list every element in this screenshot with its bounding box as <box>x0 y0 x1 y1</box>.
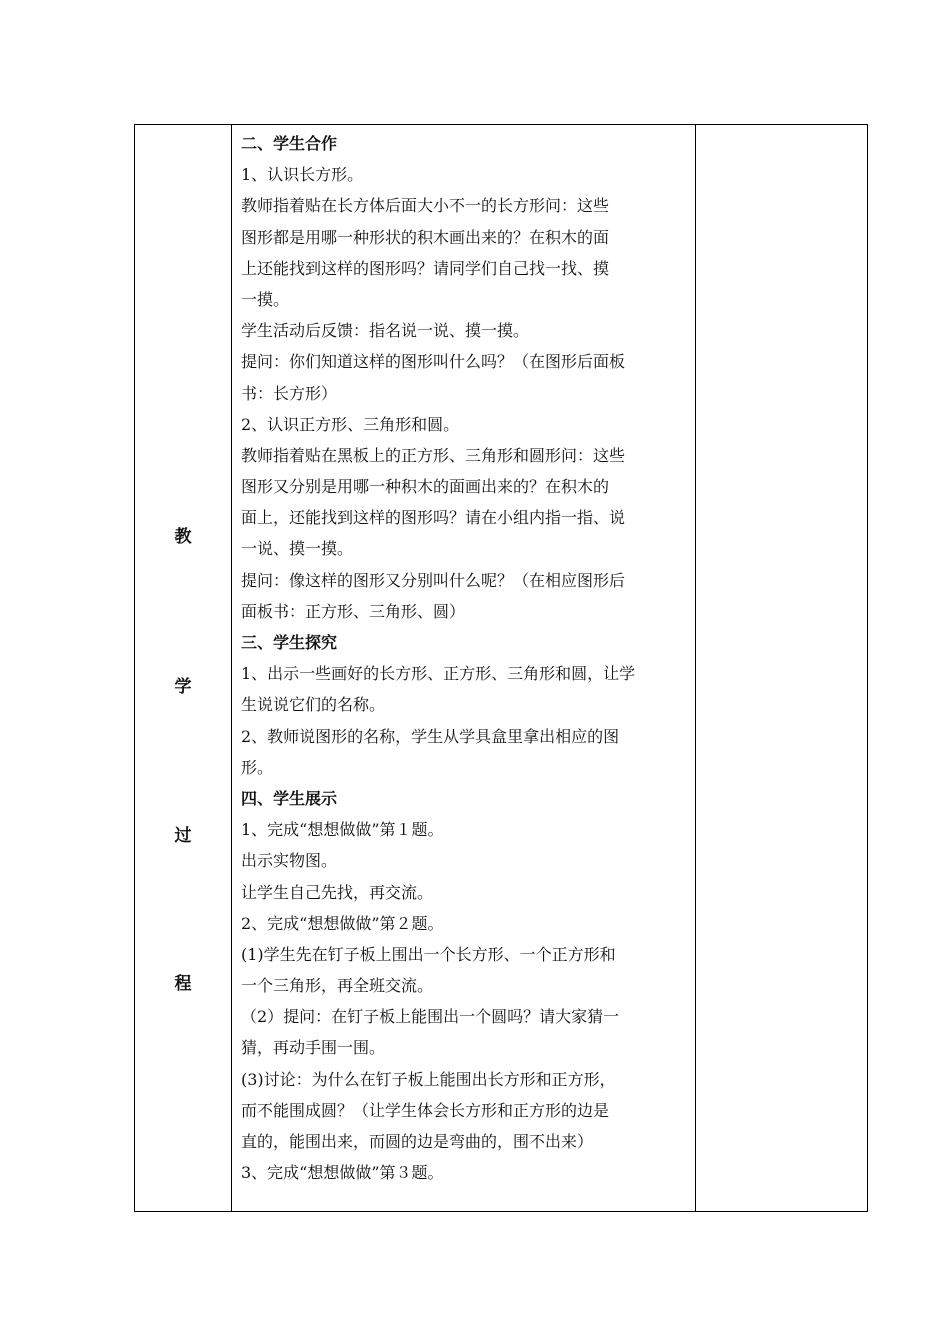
content-line: 上还能找到这样的图形吗？请同学们自己找一找、摸 <box>241 258 610 278</box>
content-line: 面上，还能找到这样的图形吗？请在小组内指一指、说 <box>241 508 626 528</box>
content-line: 1、认识长方形。 <box>241 165 364 185</box>
content-line: （2）提问：在钉子板上能围出一个圆吗？请大家猜一 <box>241 1007 620 1027</box>
content-line: 而不能围成圆？（让学生体会长方形和正方形的边是 <box>241 1100 610 1120</box>
content-line: 1、出示一些画好的长方形、正方形、三角形和圆，让学 <box>241 664 636 684</box>
content-line: 1、完成“想想做做”第１题。 <box>241 820 444 840</box>
section-heading: 二、学生合作 <box>241 134 338 153</box>
content-line: 教师指着贴在黑板上的正方形、三角形和圆形问：这些 <box>241 445 626 465</box>
content-line: 提问：像这样的图形又分别叫什么呢？（在相应图形后 <box>241 570 626 590</box>
content-line: 提问：你们知道这样的图形叫什么吗？（在图形后面板 <box>241 352 626 372</box>
column-divider-right <box>695 125 696 1211</box>
side-label-char-3: 过 <box>174 826 192 846</box>
content-line: (1)学生先在钉子板上围出一个长方形、一个正方形和 <box>241 944 616 964</box>
lesson-content <box>241 128 691 1188</box>
content-line: 让学生自己先找，再交流。 <box>241 882 434 902</box>
content-line: 书：长方形） <box>241 383 338 403</box>
content-line: 一说、摸一摸。 <box>241 539 354 559</box>
content-line: 教师指着贴在长方体后面大小不一的长方形问：这些 <box>241 196 610 216</box>
side-label-char-1: 教 <box>174 527 192 547</box>
column-divider-left <box>231 125 232 1211</box>
content-line: 学生活动后反馈：指名说一说、摸一摸。 <box>241 321 530 341</box>
content-line: 生说说它们的名称。 <box>241 695 386 715</box>
side-label-column <box>135 125 231 1211</box>
content-line: 图形又分别是用哪一种积木的面画出来的？在积木的 <box>241 477 610 497</box>
section-heading: 四、学生展示 <box>241 788 338 808</box>
content-line: 一个三角形，再全班交流。 <box>241 976 434 996</box>
content-line: 出示实物图。 <box>241 851 338 871</box>
content-line: 猜，再动手围一围。 <box>241 1038 386 1058</box>
content-line: 2、教师说图形的名称，学生从学具盒里拿出相应的图 <box>241 726 620 746</box>
lesson-table <box>134 124 868 1212</box>
content-line: 2、认识正方形、三角形和圆。 <box>241 414 460 434</box>
section-heading: 三、学生探究 <box>241 633 338 652</box>
side-label-char-2: 学 <box>174 677 192 697</box>
content-line: 形。 <box>241 757 274 777</box>
content-line: 图形都是用哪一种形状的积木画出来的？在积木的面 <box>241 227 610 247</box>
content-line: 一摸。 <box>241 289 290 309</box>
content-line: (3)讨论：为什么在钉子板上能围出长方形和正方形， <box>241 1069 616 1089</box>
side-label-char-4: 程 <box>174 974 192 994</box>
content-line: 直的，能围出来，而圆的边是弯曲的，围不出来） <box>241 1132 594 1151</box>
content-line: 面板书：正方形、三角形、圆） <box>241 601 466 621</box>
content-line: 3、完成“想想做做”第３题。 <box>241 1163 444 1183</box>
content-line: 2、完成“想想做做”第２题。 <box>241 913 444 933</box>
